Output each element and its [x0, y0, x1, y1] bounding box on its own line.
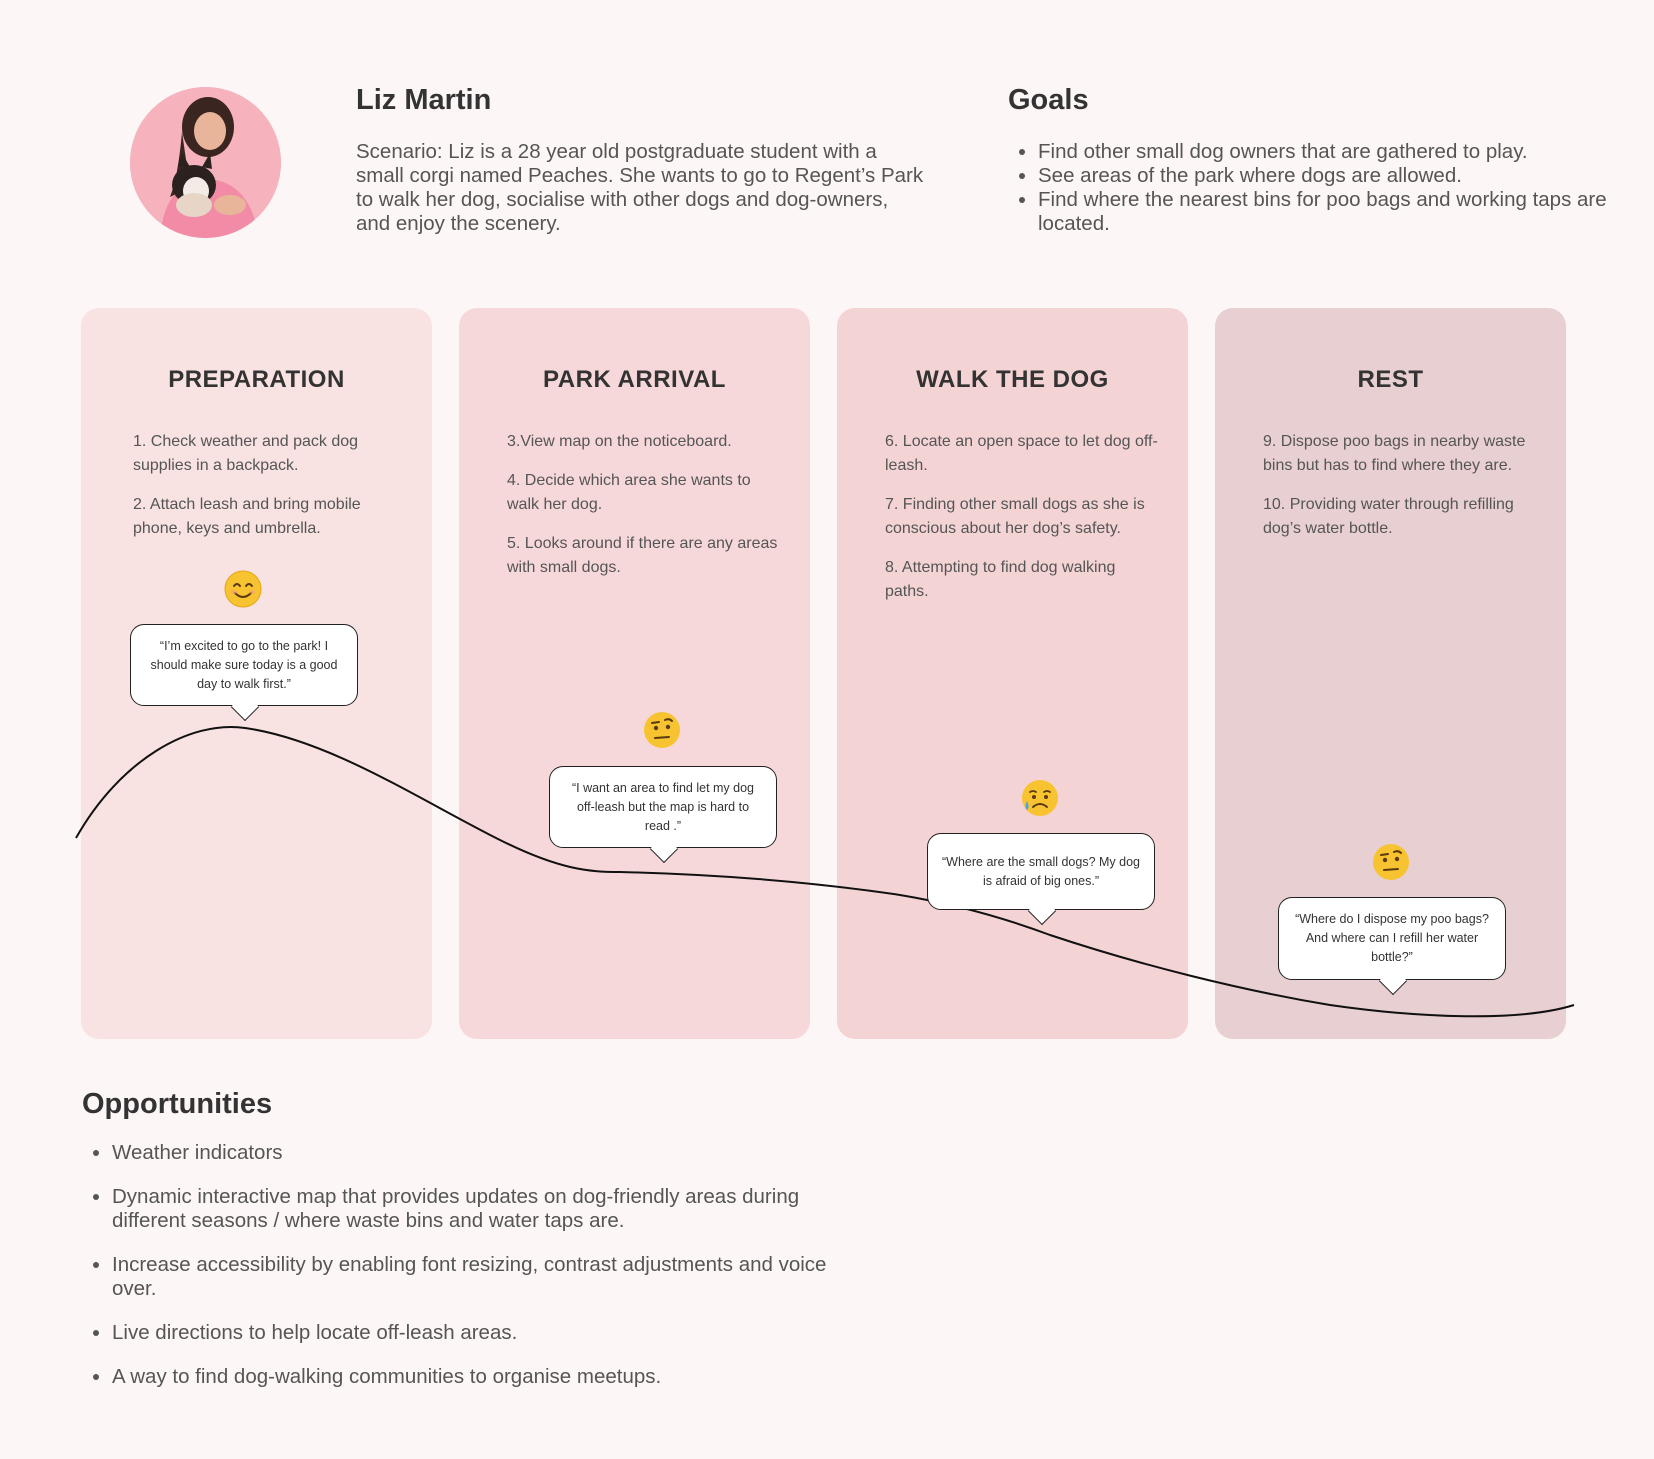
goal-item: • Find where the nearest bins for poo bags and working taps are located. [1038, 188, 1638, 236]
stage-title: PREPARATION [168, 366, 345, 393]
goal-item: • See areas of the park where dogs are allowed. [1038, 164, 1638, 188]
stage-steps [507, 430, 780, 595]
sad-sweat-emoji-icon [1021, 779, 1059, 817]
opportunity-item: • Dynamic interactive map that provides updates on dog-friendly areas during different seasons / where waste bins and water taps are. [112, 1185, 862, 1233]
quote-text: “I’m excited to go to the park! I should make sure today is a good day to walk first.” [150, 638, 338, 691]
opportunities-title: Opportunities [82, 1088, 273, 1120]
step-item: 1. Check weather and pack dog supplies in a backpack. [133, 433, 359, 474]
woman-with-corgi-image [130, 87, 281, 238]
opportunities-list [82, 1141, 862, 1409]
step-item: 3.View map on the noticeboard. [507, 433, 732, 450]
stage-title: WALK THE DOG [916, 366, 1109, 393]
stage-steps [885, 430, 1158, 619]
step-item: 10. Providing water through refilling dog’s water bottle. [1263, 496, 1514, 537]
step-item: 8. Attempting to find dog walking paths. [885, 559, 1116, 600]
stage-steps [133, 430, 402, 556]
step-item: 7. Finding other small dogs as she is conscious about her dog’s safety. [885, 496, 1145, 537]
goal-item: • Find other small dog owners that are gathered to play. [1038, 140, 1638, 164]
quote-bubble [927, 833, 1155, 910]
quote-text: “I want an area to find let my dog off-leash but the map is hard to read .” [571, 780, 755, 833]
persona-name: Liz Martin [356, 84, 492, 116]
step-item: 9. Dispose poo bags in nearby waste bins but has to find where they are. [1263, 433, 1526, 474]
raised-eyebrow-emoji-icon [643, 711, 681, 749]
opportunity-item: • A way to find dog-walking communities to organise meetups. [112, 1365, 862, 1389]
opportunity-item: • Live directions to help locate off-leash areas. [112, 1321, 862, 1345]
stage-card-walk-the-dog [837, 308, 1188, 1039]
step-item: 6. Locate an open space to let dog off-leash. [885, 433, 1158, 474]
step-item: 2. Attach leash and bring mobile phone, keys and umbrella. [133, 496, 361, 537]
stage-title: REST [1357, 366, 1424, 393]
goals-list [1008, 140, 1638, 236]
quote-text: “Where do I dispose my poo bags? And where can I refill her water bottle?” [1295, 912, 1489, 964]
goals-title: Goals [1008, 84, 1089, 116]
stage-card-park-arrival [459, 308, 810, 1039]
persona-scenario: Scenario: Liz is a 28 year old postgraduate student with a small corgi named Peaches. She wants to go to Regent’s Park to walk her dog, socialise with other dogs and dog-owners, and enjoy the scenery. [356, 140, 924, 235]
opportunity-item: • Weather indicators [112, 1141, 862, 1165]
quote-bubble [549, 766, 777, 848]
quote-text: “Where are the small dogs? My dog is afraid of big ones.” [942, 854, 1141, 888]
smiling-emoji-icon [224, 570, 262, 608]
persona-avatar [130, 87, 281, 238]
step-item: 4. Decide which area she wants to walk her dog. [507, 472, 751, 513]
opportunity-item: • Increase accessibility by enabling font resizing, contrast adjustments and voice over. [112, 1253, 862, 1301]
raised-eyebrow-emoji-icon [1372, 843, 1410, 881]
stage-steps [1263, 430, 1536, 556]
quote-bubble [130, 624, 358, 706]
quote-bubble [1278, 897, 1506, 980]
stage-title: PARK ARRIVAL [543, 366, 726, 393]
step-item: 5. Looks around if there are any areas with small dogs. [507, 535, 778, 576]
